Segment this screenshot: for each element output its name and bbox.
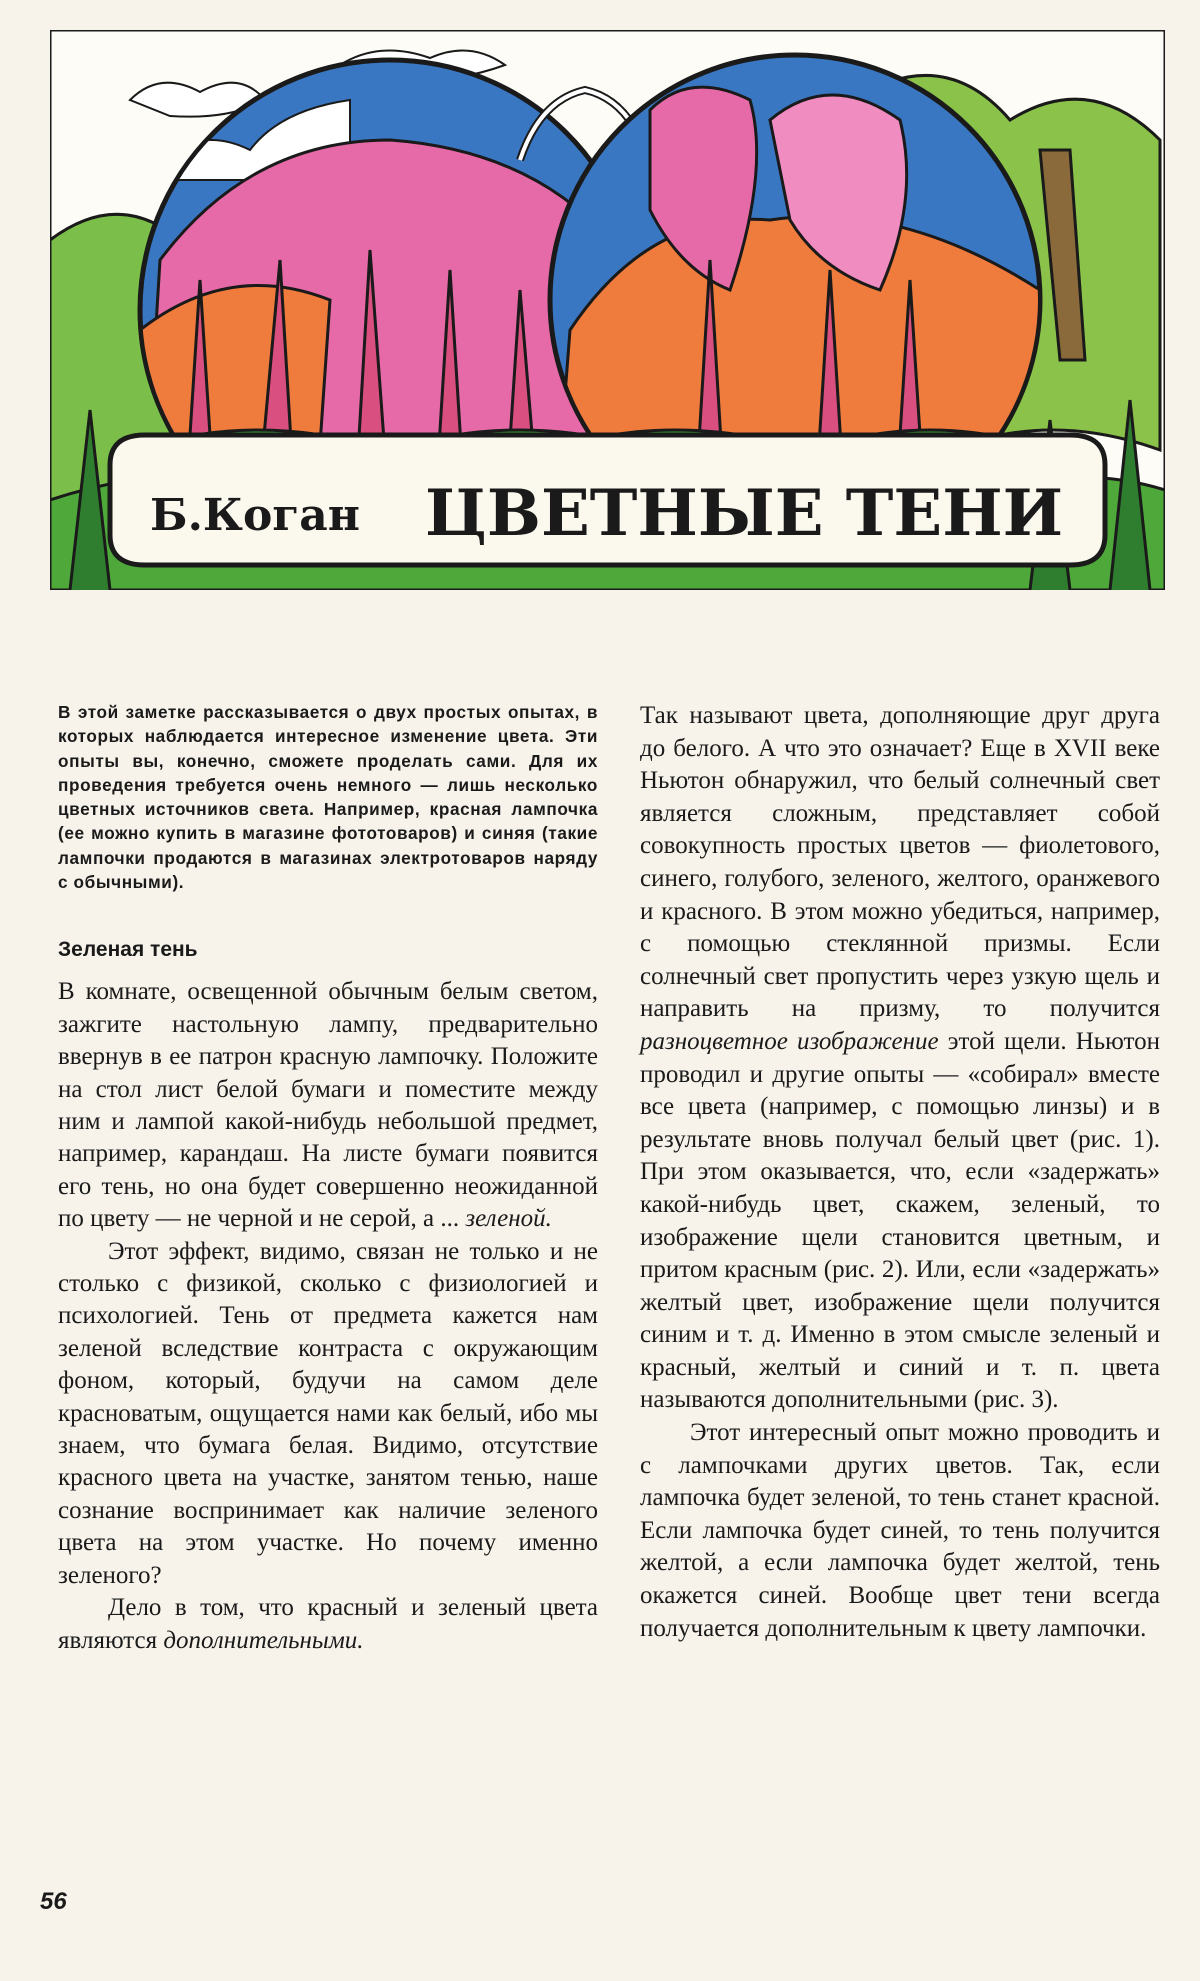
paragraph-4-emphasis: разноцветное изображение bbox=[640, 1027, 939, 1055]
paragraph-3-text: Дело в том, что красный и зеленый цвета являются bbox=[58, 1594, 598, 1654]
paragraph-3 bbox=[58, 1592, 598, 1657]
right-column bbox=[640, 700, 1160, 1645]
paragraph-3-emphasis: дополнительными. bbox=[163, 1626, 364, 1654]
intro-paragraph: В этой заметке рассказывается о двух простых опытах, в которых наблюдается интересное изменение цвета. Эти опыты вы, конечно, сможете проделать сами. Для их проведения требуется очень немного — лишь несколько цветных источников света. Например, красная лампочка (ее можно купить в магазине фототоваров) и синяя (такие лампочки продаются в магазинах электротоваров наряду с обычными). bbox=[58, 702, 598, 893]
paragraph-4-continuation: этой щели. Ньютон проводил и другие опыты — «собирал» вместе все цвета (например, с помощью линзы) и в результате вновь получал белый цвет (рис. 1). При этом оказывается, что, если «задержать» какой-нибудь цвет, скажем, зеленый, то изображение щели становится цветным, и притом красным (рис. 2). Или, если «задержать» желтый цвет, изображение щели получится синим и т. д. Именно в этом смысле зеленый и красный, желтый и синий и т. п. цвета называются дополнительными (рис. 3). bbox=[640, 1027, 1160, 1414]
spectacles-landscape-drawing bbox=[50, 30, 1165, 590]
header-illustration bbox=[50, 30, 1165, 590]
paragraph-1-text: В комнате, освещенной обычным белым светом, зажгите настольную лампу, предварительно ввернув в ее патрон красную лампочку. Положите на стол лист белой бумаги и поместите между ним и лампой какой-нибудь небольшой предмет, например, карандаш. На листе бумаги появится его тень, но она будет совершенно неожиданной по цвету — не черной и не серой, а ... bbox=[58, 978, 598, 1233]
article-title: ЦВЕТНЫЕ ТЕНИ bbox=[425, 476, 1064, 551]
page-number: 56 bbox=[40, 1888, 67, 1915]
paragraph-1 bbox=[58, 976, 598, 1235]
paragraph-4 bbox=[640, 700, 1160, 1417]
left-column bbox=[58, 700, 598, 1657]
paragraph-4-text: Так называют цвета, дополняющие друг друга до белого. А что это означает? Еще в XVII веке Ньютон обнаружил, что белый солнечный свет является сложным, представляет собой совокупность простых цветов — фиолетового, синего, голубого, зеленого, желтого, оранжевого и красного. В этом можно убедиться, например, с помощью стеклянной призмы. Если солнечный свет пропустить через узкую щель и направить на призму, то получится bbox=[640, 702, 1160, 1023]
paragraph-2: Этот эффект, видимо, связан не только и не столько с физикой, сколько с физиологией и психологией. Тень от предмета кажется нам зеленой вследствие контраста с окружающим фоном, который, будучи на самом деле красноватым, ощущается нами как белый, ибо мы знаем, что бумага белая. Видимо, отсутствие красного цвета на участке, занятом тенью, наше сознание воспринимает как наличие зеленого цвета на этом участке. Но почему именно зеленого? bbox=[58, 1237, 598, 1589]
article-author: Б.Коган bbox=[150, 490, 360, 541]
paragraph-1-emphasis: зеленой. bbox=[465, 1205, 552, 1233]
section-heading: Зеленая тень bbox=[58, 938, 198, 962]
paragraph-5: Этот интересный опыт можно проводить и с лампочками других цветов. Так, если лампочка будет зеленой, то тень станет красной. Если лампочка будет синей, то тень получится желтой, а если лампочка будет желтой, тень окажется синей. Вообще цвет тени всегда получается дополнительным к цвету лампочки. bbox=[640, 1419, 1160, 1642]
